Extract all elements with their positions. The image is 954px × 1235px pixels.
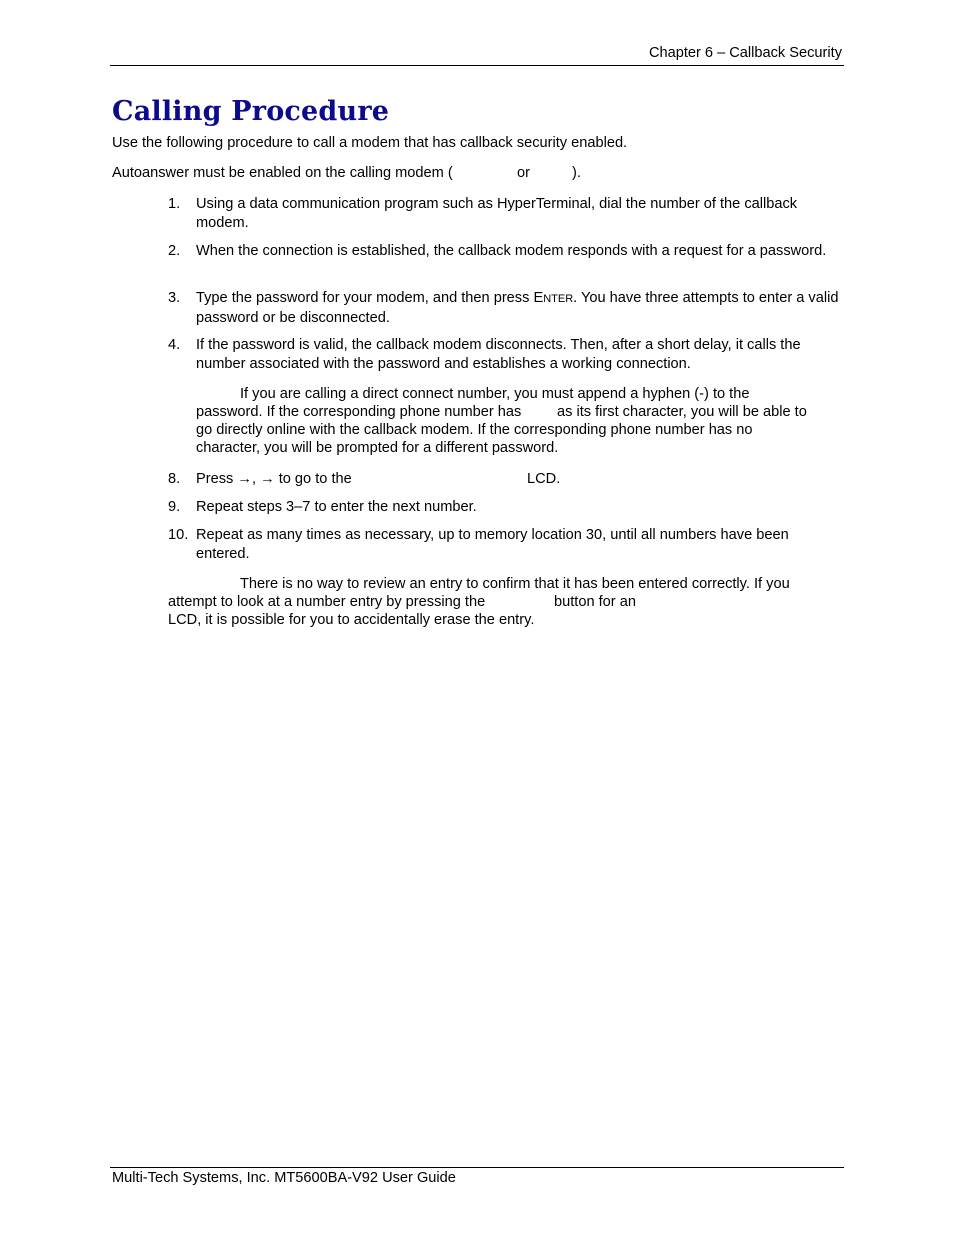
step-number: 3.: [168, 290, 181, 306]
autoanswer-paragraph: [112, 164, 812, 182]
note-line: [168, 593, 840, 611]
step-text: [196, 289, 844, 328]
step-text: If the password is valid, the callback modem disconnects. Then, after a short delay, it calls the number associated with the password and establishes a working connection.: [196, 337, 801, 372]
intro-paragraph: Use the following procedure to call a modem that has callback security enabled.: [112, 135, 628, 151]
step-text: Using a data communication program such as HyperTerminal, dial the number of the callback modem.: [196, 196, 798, 231]
note-line-part: password. If the corresponding phone number has: [196, 404, 522, 420]
press-text: Press: [196, 471, 238, 487]
step-number: 1.: [168, 196, 181, 212]
step-text-before: Type the password for your modem, and then press E: [196, 290, 544, 306]
step-number: 10.: [168, 527, 189, 543]
step-number: 4.: [168, 337, 181, 353]
enter-key-label: NTER: [543, 293, 574, 305]
note-line-part: button for an: [554, 594, 636, 610]
step-text: Repeat steps 3–7 to enter the next number.: [196, 499, 477, 515]
note-line: [196, 403, 836, 421]
note-line-part: as its first character, you will be able to: [557, 404, 807, 420]
right-arrow-icon: →: [237, 471, 252, 487]
go-to-text: to go to the: [274, 471, 352, 487]
step-number: 9.: [168, 499, 181, 515]
autoanswer-after: ).: [572, 165, 581, 181]
lcd-text: LCD.: [527, 471, 561, 487]
footer-rule: [110, 1167, 844, 1168]
autoanswer-before: Autoanswer must be enabled on the calling modem (: [112, 165, 453, 181]
step-text-after: . You have three attempts to enter a valid password or be disconnected.: [196, 290, 839, 326]
step-number: 8.: [168, 471, 181, 487]
note-line: go directly online with the callback modem. If the corresponding phone number has no: [196, 422, 753, 438]
note-line: LCD, it is possible for you to accidentally erase the entry.: [168, 612, 535, 628]
step-text: When the connection is established, the callback modem responds with a request for a password.: [196, 243, 827, 259]
footer-text: Multi-Tech Systems, Inc. MT5600BA-V92 User Guide: [112, 1170, 456, 1186]
step-number: 2.: [168, 243, 181, 259]
note-review-entry: [168, 575, 840, 629]
note-line: If you are calling a direct connect number, you must append a hyphen (-) to the: [240, 386, 750, 402]
step-text: [196, 470, 844, 489]
note-line: There is no way to review an entry to confirm that it has been entered correctly. If you: [240, 576, 790, 592]
step-text: Repeat as many times as necessary, up to memory location 30, until all numbers have been entered.: [196, 527, 789, 562]
header-rule: [110, 65, 844, 66]
right-arrow-icon: →: [260, 471, 275, 487]
autoanswer-or: or: [517, 165, 530, 181]
page-title: Calling Procedure: [112, 96, 390, 127]
comma-text: ,: [251, 471, 261, 487]
note-direct-connect: [196, 385, 836, 457]
note-line: character, you will be prompted for a different password.: [196, 440, 559, 456]
note-line-part: attempt to look at a number entry by pressing the: [168, 594, 486, 610]
chapter-header: Chapter 6 – Callback Security: [648, 45, 842, 61]
